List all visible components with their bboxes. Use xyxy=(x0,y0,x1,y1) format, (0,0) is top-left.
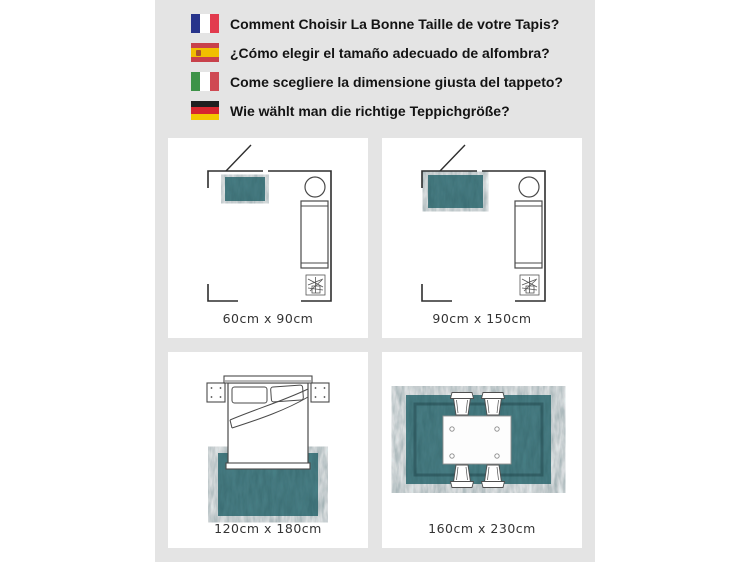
spain-flag-icon xyxy=(191,43,219,62)
headline-es: ¿Cómo elegir el tamaño adecuado de alfombra? xyxy=(230,44,550,61)
size-label: 60cm x 90cm xyxy=(222,311,314,326)
door-swing-line xyxy=(440,145,465,171)
headline-it: Come scegliere la dimensione giusta del tappeto? xyxy=(230,73,563,90)
panel-rug-60x90 xyxy=(168,138,368,338)
infographic-card xyxy=(155,0,595,562)
language-row-es xyxy=(191,43,563,62)
panel-rug-160x230 xyxy=(382,352,582,548)
bedroom-floorplan-drawing xyxy=(168,138,368,308)
italy-flag-icon xyxy=(191,72,219,91)
rug xyxy=(225,177,265,201)
headline-de: Wie wählt man die richtige Teppichgröße? xyxy=(230,102,510,119)
potted-plant xyxy=(520,275,539,295)
language-row-it xyxy=(191,72,563,91)
language-row-de xyxy=(191,101,563,120)
bedroom-floorplan-drawing xyxy=(382,138,582,308)
furniture xyxy=(301,177,328,268)
size-label: 160cm x 230cm xyxy=(428,521,536,536)
console xyxy=(515,201,542,268)
potted-plant xyxy=(306,275,325,295)
size-label: 90cm x 150cm xyxy=(432,311,532,326)
germany-flag-icon xyxy=(191,101,219,120)
size-label: 120cm x 180cm xyxy=(214,521,322,536)
door-swing-line xyxy=(226,145,251,171)
headboard xyxy=(224,376,312,383)
side-table xyxy=(305,177,325,197)
panel-rug-120x180 xyxy=(168,352,368,548)
rug xyxy=(428,175,483,208)
bed-top-view-drawing xyxy=(168,352,368,524)
headline-fr: Comment Choisir La Bonne Taille de votre Tapis? xyxy=(230,15,560,32)
furniture xyxy=(515,177,542,268)
dining-set-drawing xyxy=(382,352,582,524)
language-row-fr xyxy=(191,14,563,33)
panel-rug-90x150 xyxy=(382,138,582,338)
france-flag-icon xyxy=(191,14,219,33)
language-header xyxy=(191,14,563,120)
console xyxy=(301,201,328,268)
side-table xyxy=(519,177,539,197)
footboard xyxy=(226,463,310,469)
